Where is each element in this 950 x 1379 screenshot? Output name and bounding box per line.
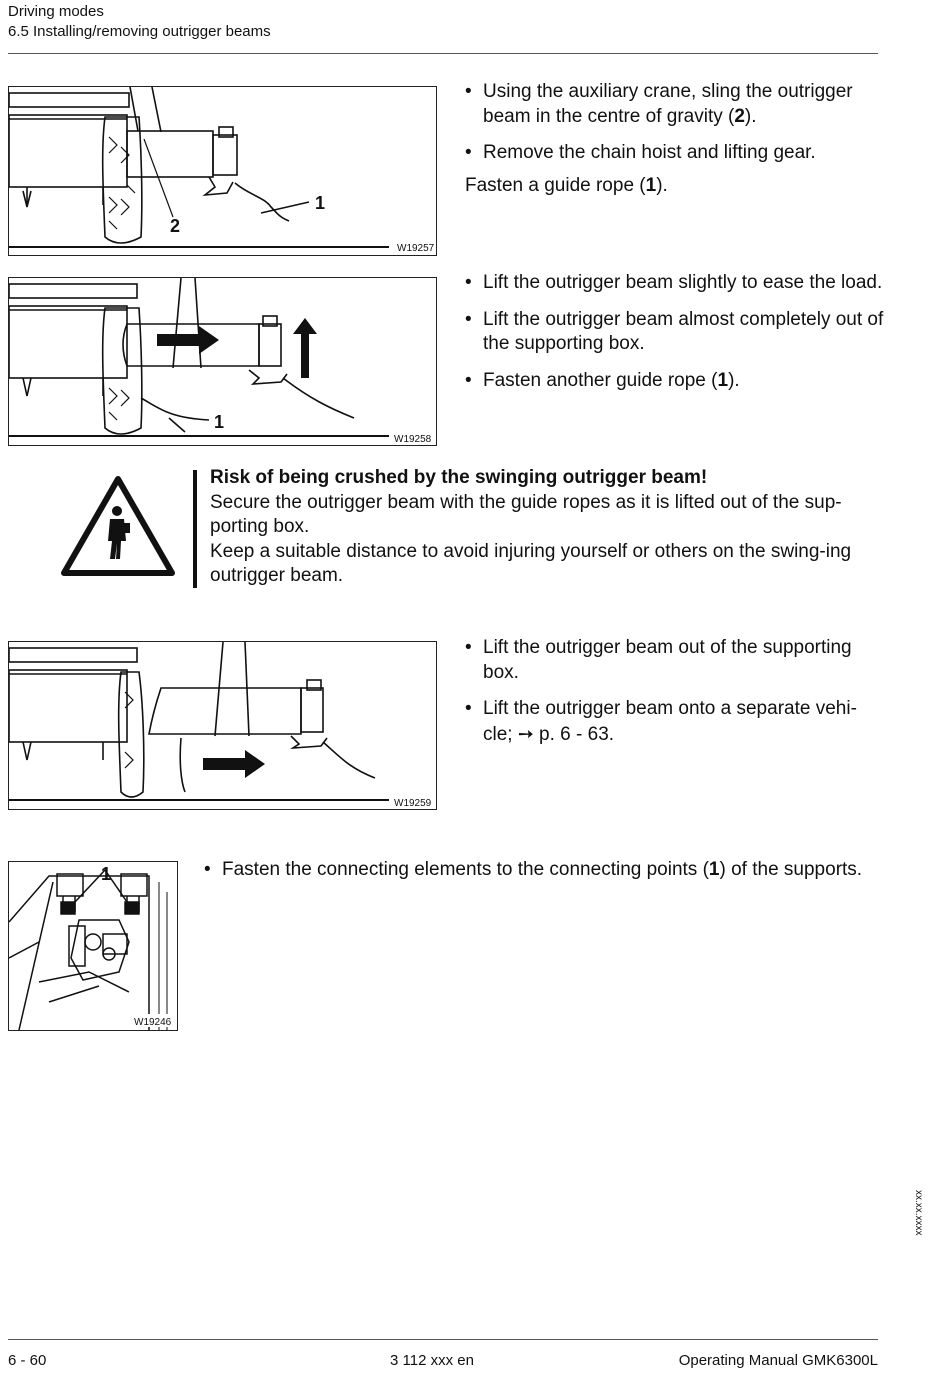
list-item: • Fasten another guide rope (1). [465, 369, 885, 394]
note: Fasten a guide rope (1). [465, 174, 668, 196]
step2-text [465, 271, 885, 405]
step3-text [465, 636, 885, 759]
warning-line: Keep a suitable distance to avoid injuring yourself or others on the swing-ing outrigger beam. [210, 540, 852, 586]
list-item: • Lift the outrigger beam almost completely out of the supporting box. [465, 308, 885, 357]
chapter-title: Driving modes [8, 3, 104, 20]
figure-w19259 [8, 641, 437, 810]
footer-rule [8, 1339, 878, 1340]
header-rule [8, 53, 878, 54]
callout-1: 1 [315, 193, 326, 213]
figure-w19258 [8, 277, 437, 446]
side-code: xx.xx.xxxx [913, 1190, 924, 1236]
figure-w19246 [8, 861, 178, 1031]
list-item: • Using the auxiliary crane, sling the outrigger beam in the centre of gravity (2). [465, 80, 885, 129]
doc-number: 3 112 xxx en [390, 1352, 474, 1369]
page-number: 6 - 60 [8, 1352, 47, 1369]
figure-code: W19246 [134, 1017, 172, 1028]
warning-bar [193, 470, 197, 588]
figure-code: W19258 [394, 434, 432, 445]
list-item: • Lift the outrigger beam onto a separate vehi-cle; ➙ p. 6 - 63. [465, 697, 885, 747]
list-item: • Lift the outrigger beam slightly to ease the load. [465, 271, 885, 296]
list-item: • Fasten the connecting elements to the connecting points (1) of the supports. [204, 858, 864, 883]
figure-code: W19257 [397, 243, 435, 254]
list-item: • Remove the chain hoist and lifting gear. [465, 141, 885, 166]
warning-title: Risk of being crushed by the swinging outrigger beam! [210, 467, 708, 488]
warning-text [210, 466, 880, 589]
warning-line: Secure the outrigger beam with the guide ropes as it is lifted out of the sup-porting box. [210, 491, 842, 537]
section-title: 6.5 Installing/removing outrigger beams [8, 23, 271, 40]
callout-2: 2 [170, 216, 181, 236]
callout-1: 1 [214, 412, 225, 432]
figure-code: W19259 [394, 798, 432, 809]
step4-text [204, 858, 864, 895]
manual-title: Operating Manual GMK6300L [678, 1352, 878, 1369]
figure-w19257 [8, 86, 437, 256]
reference-arrow-icon: ➙ [517, 722, 534, 745]
warning-icon [60, 475, 176, 577]
callout-1: 1 [101, 864, 112, 884]
list-item: • Lift the outrigger beam out of the supporting box. [465, 636, 885, 685]
step1-text [465, 80, 885, 198]
